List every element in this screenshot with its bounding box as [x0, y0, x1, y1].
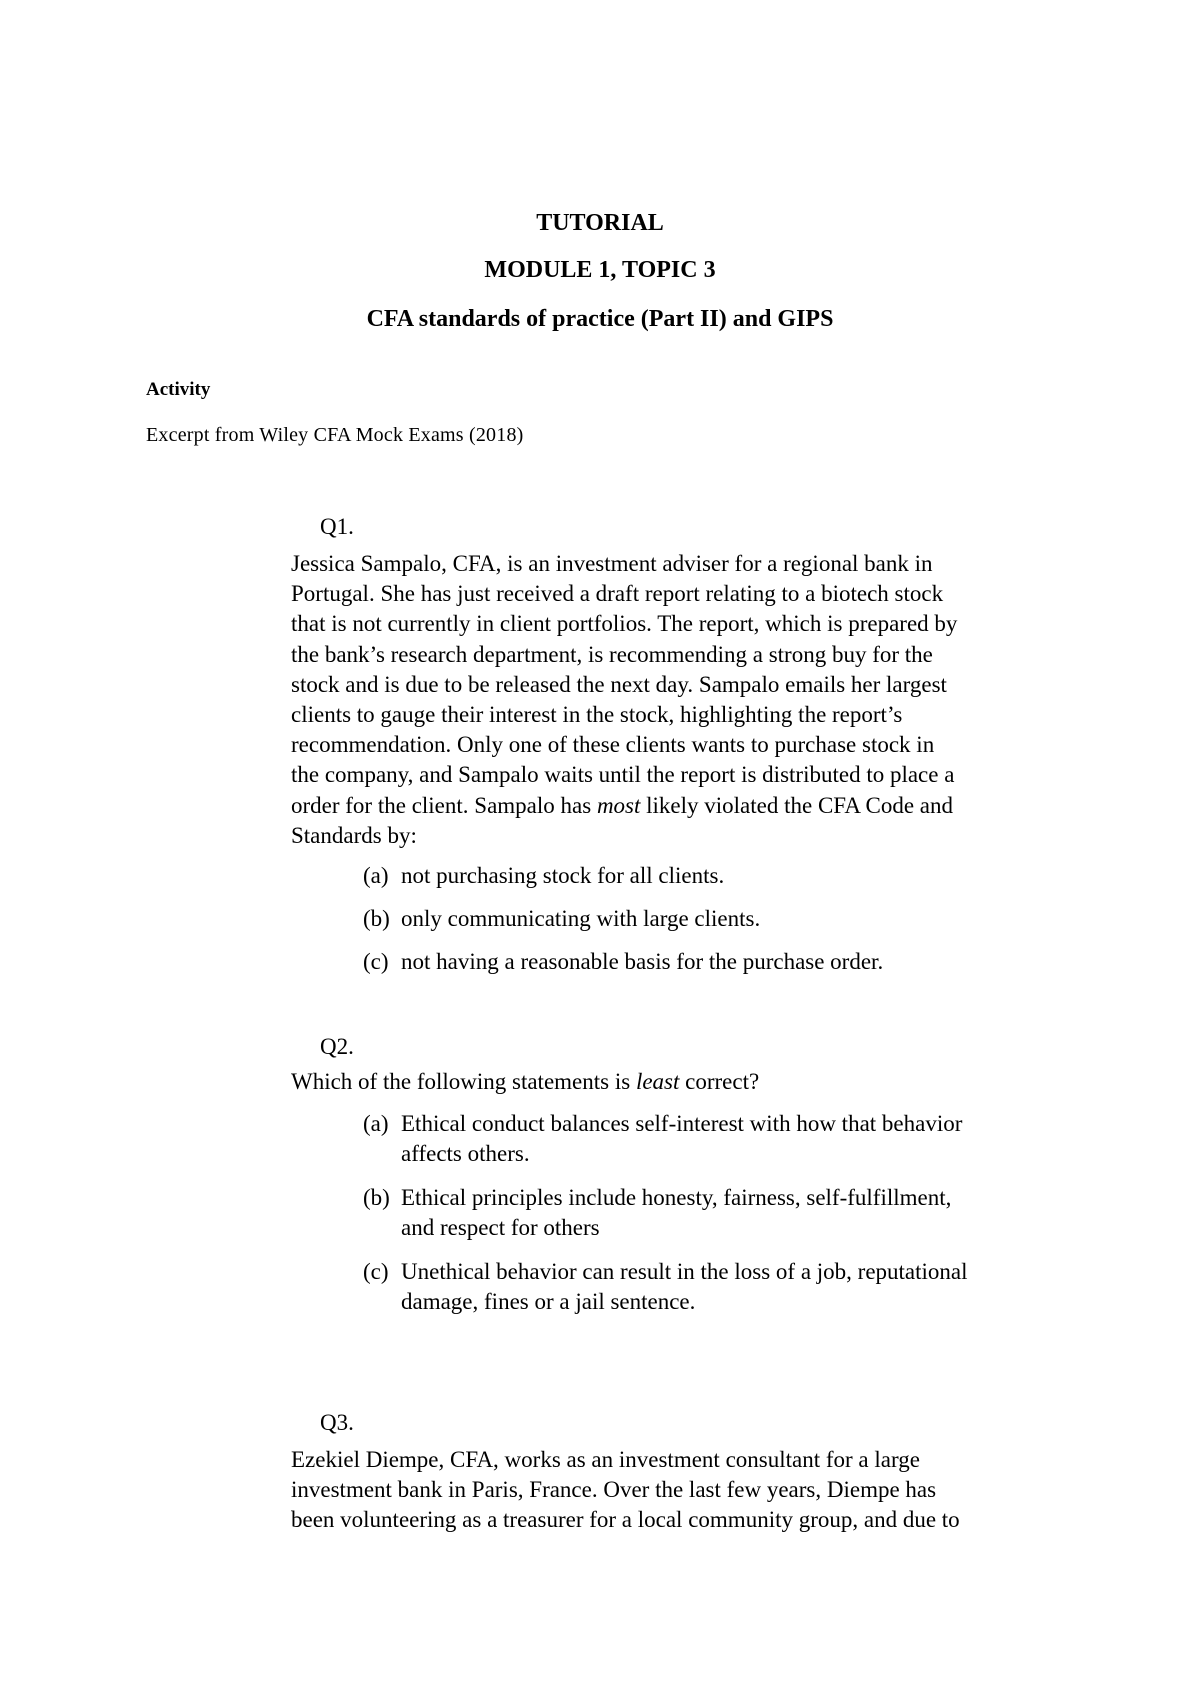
stem-text: Which of the following statements is	[291, 1069, 636, 1094]
stem-line: Standards by:	[291, 822, 417, 848]
stem-line: that is not currently in client portfolios. The report, which is prepared by	[291, 611, 958, 637]
option-letter: (c)	[363, 949, 389, 974]
emphasis-least: least	[635, 1069, 680, 1094]
question-3-label: Q3.	[320, 1410, 354, 1435]
title-module-topic: MODULE 1, TOPIC 3	[484, 257, 716, 283]
option-text	[401, 861, 1101, 891]
question-3-stem	[291, 1445, 1071, 1536]
question-1-stem	[291, 549, 1071, 851]
option-letter: (b)	[363, 1185, 390, 1210]
stem-line: stock and is due to be released the next day. Sampalo emails her largest	[291, 671, 947, 697]
option-letter: (a)	[363, 863, 389, 888]
option-text	[401, 1109, 1101, 1169]
stem-text: order for the client. Sampalo has	[291, 792, 597, 818]
option-text	[401, 1257, 1101, 1317]
option-text	[401, 904, 1101, 934]
activity-heading: Activity	[146, 379, 211, 400]
option-line: and respect for others	[401, 1215, 600, 1241]
option-line: Ethical conduct balances self-interest with how that behavior	[401, 1111, 963, 1136]
stem-line: Portugal. She has just received a draft report relating to a biotech stock	[291, 581, 944, 607]
activity-source: Excerpt from Wiley CFA Mock Exams (2018)	[146, 424, 524, 446]
option-letter: (a)	[363, 1111, 389, 1136]
option-line: only communicating with large clients.	[401, 906, 761, 931]
option-line: affects others.	[401, 1141, 530, 1167]
stem-line: recommendation. Only one of these clients wants to purchase stock in	[291, 732, 935, 758]
stem-text: correct?	[679, 1069, 760, 1094]
stem-line: Jessica Sampalo, CFA, is an investment adviser for a regional bank in	[291, 551, 933, 576]
stem-line: the company, and Sampalo waits until the report is distributed to place a	[291, 762, 955, 788]
stem-line-with-emphasis	[291, 791, 1071, 821]
stem-line: been volunteering as a treasurer for a local community group, and due to	[291, 1507, 960, 1533]
emphasis-most: most	[596, 792, 641, 818]
stem-line: clients to gauge their interest in the stock, highlighting the report’s	[291, 702, 903, 728]
option-line: Unethical behavior can result in the loss of a job, reputational	[401, 1259, 968, 1284]
stem-line: Ezekiel Diempe, CFA, works as an investment consultant for a large	[291, 1447, 920, 1472]
option-text	[401, 947, 1101, 977]
option-letter: (b)	[363, 906, 390, 931]
option-line: Ethical principles include honesty, fairness, self-fulfillment,	[401, 1185, 952, 1210]
option-text	[401, 1183, 1101, 1243]
title-subject: CFA standards of practice (Part II) and GIPS	[366, 306, 834, 332]
option-line: not having a reasonable basis for the purchase order.	[401, 949, 884, 974]
option-letter: (c)	[363, 1259, 389, 1284]
stem-line-with-emphasis	[291, 1067, 1071, 1097]
title-tutorial: TUTORIAL	[536, 210, 664, 236]
option-line: damage, fines or a jail sentence.	[401, 1289, 696, 1315]
stem-line: the bank’s research department, is recommending a strong buy for the	[291, 641, 933, 667]
option-line: not purchasing stock for all clients.	[401, 863, 725, 888]
question-2-stem	[291, 1067, 1071, 1097]
stem-text: likely violated the CFA Code and	[640, 792, 953, 818]
stem-line: investment bank in Paris, France. Over the last few years, Diempe has	[291, 1477, 937, 1503]
question-2-label: Q2.	[320, 1034, 354, 1059]
question-1-label: Q1.	[320, 514, 354, 539]
